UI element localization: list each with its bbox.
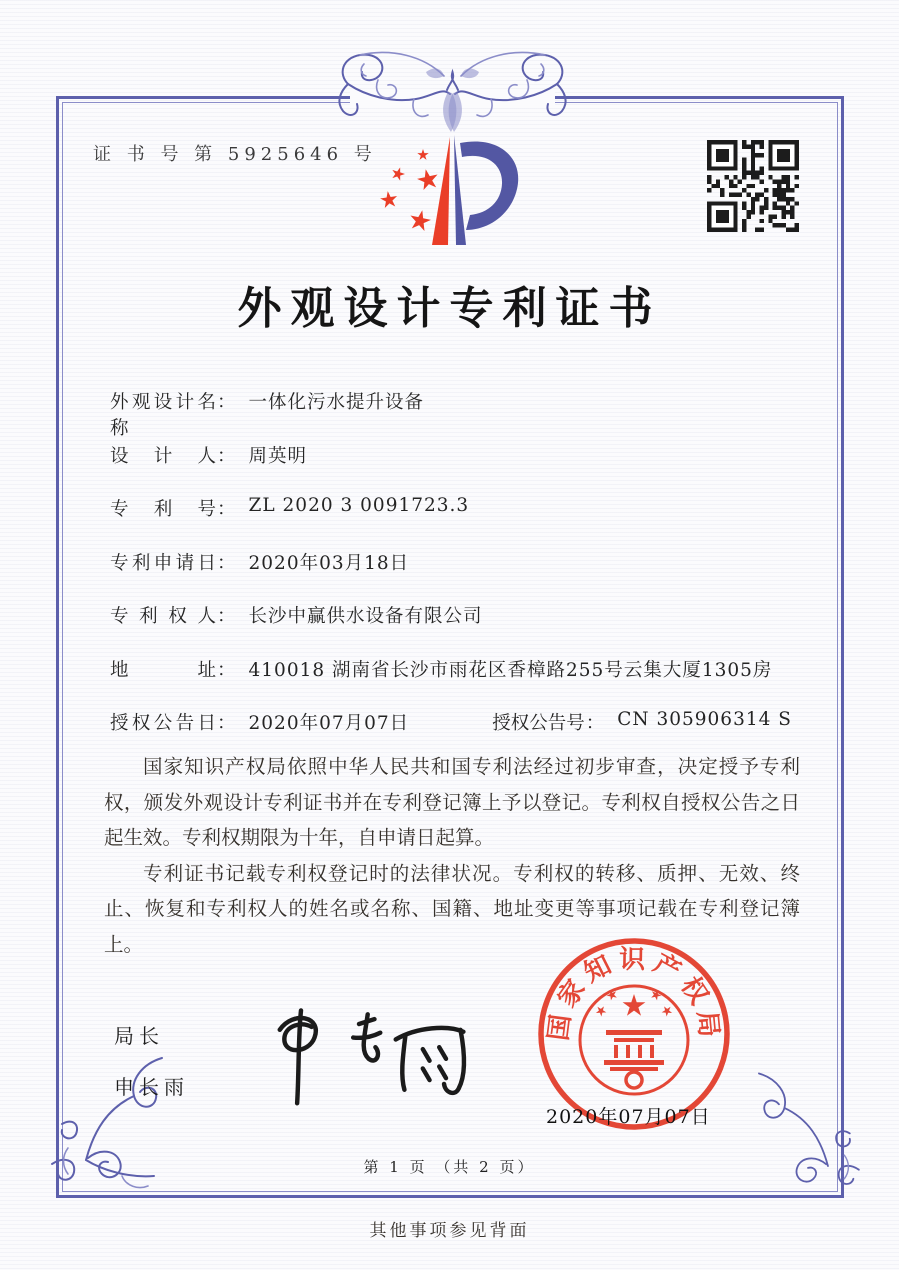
cnipa-logo-icon (360, 126, 535, 258)
director-title: 局长 (114, 1024, 164, 1048)
field-list (110, 388, 810, 763)
field-value: 长沙中赢供水设备有限公司 (248, 606, 483, 627)
field-grant-number (492, 709, 792, 735)
seal-text: 国家知识产权局 (543, 944, 725, 1045)
seal-date: 2020年07月07日 (546, 1106, 711, 1128)
field-value: 周英明 (248, 445, 308, 467)
director-block (114, 1020, 189, 1122)
certificate-number: 证 书 号 第 5925646 号 (93, 144, 377, 165)
back-note: 其他事项参见背面 (369, 1221, 530, 1241)
body-paragraph-2: 专利证书记载专利权登记时的法律状况。专利权的转移、质押、无效、终止、恢复和专利权人的姓名或名称、国籍、地址变更等事项记载在专利登记簿上。 (104, 861, 800, 956)
grant-number-label: 授权公告号 (492, 713, 585, 734)
field-colon: ： (217, 392, 236, 413)
field-label: 地址 (110, 659, 216, 681)
field-row-patentee (110, 602, 810, 656)
field-row-designer (110, 442, 810, 496)
field-colon: ： (217, 445, 236, 467)
director-name: 申长雨 (114, 1075, 189, 1099)
field-colon: ： (585, 713, 605, 734)
field-row-design-name (110, 388, 810, 442)
field-colon: ： (217, 499, 236, 520)
field-colon: ： (217, 606, 236, 627)
certificate-title: 外观设计专利证书 (237, 283, 662, 334)
page-indicator: 第 1 页 （共 2 页） (363, 1158, 536, 1176)
field-row-filing-date (110, 549, 810, 603)
qr-code (707, 140, 799, 232)
field-value: 2020年03月18日 (248, 552, 410, 574)
grant-number-value: CN 305906314 S (617, 709, 792, 730)
field-label: 专利权人 (110, 606, 216, 627)
field-value: 一体化污水提升设备 (248, 392, 425, 413)
field-value: ZL 2020 3 0091723.3 (248, 495, 470, 516)
corner-flourish-right-icon (748, 1068, 868, 1206)
body-paragraph-1: 国家知识产权局依照中华人民共和国专利法经过初步审查，决定授予专利权，颁发外观设计专利证书并在专利登记簿上予以登记。专利权自授权公告之日起生效。专利权期限为十年，自申请日起算。 (104, 755, 800, 849)
field-label: 设计人 (110, 445, 216, 467)
field-value: 410018 湖南省长沙市雨花区香樟路255号云集大厦1305房 (248, 659, 773, 681)
field-label: 外观设计名称 (110, 392, 216, 439)
field-row-patent-no (110, 495, 810, 549)
signature-icon (243, 995, 475, 1111)
field-label: 专利号 (110, 499, 216, 520)
field-row-address (110, 656, 810, 710)
field-colon: ： (217, 552, 236, 574)
field-colon: ： (217, 713, 236, 734)
field-label: 授权公告日 (110, 713, 216, 734)
legal-text (104, 749, 800, 962)
field-label: 专利申请日 (110, 552, 216, 574)
field-colon: ： (217, 659, 236, 681)
field-value: 2020年07月07日 (248, 713, 410, 734)
